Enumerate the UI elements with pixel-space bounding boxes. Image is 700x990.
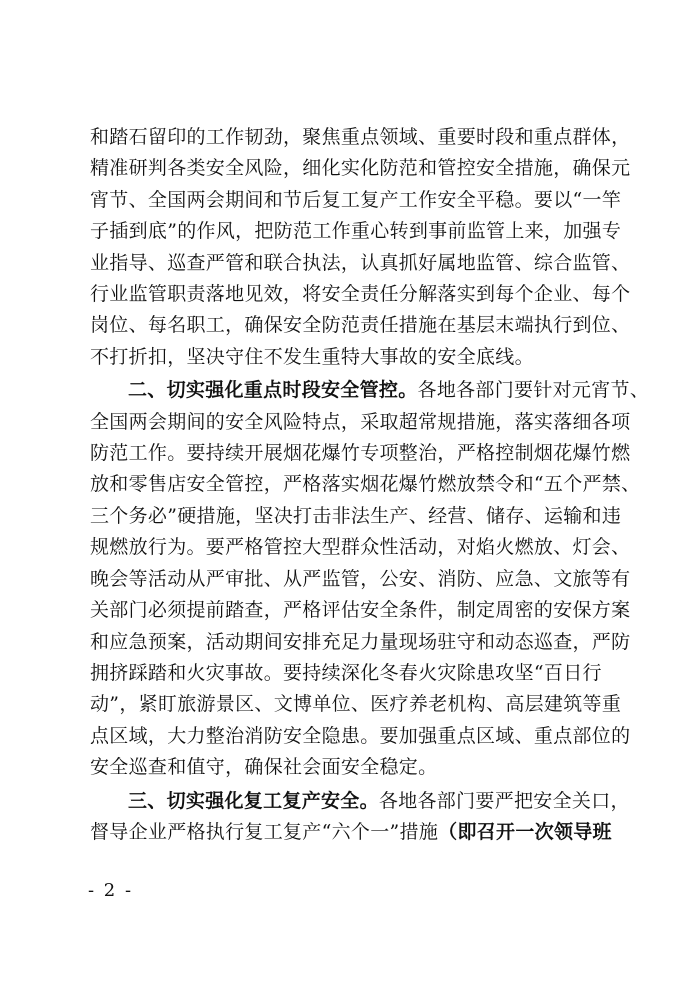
text-line: 岗位、每名职工，确保安全防范责任措施在基层末端执行到位、 [90, 314, 631, 337]
text-line: 子插到底”的作风，把防范工作重心转到事前监管上来，加强专 [90, 220, 622, 243]
text-line-rest: 各地各部门要严把安全关口， [378, 789, 630, 812]
text-line: 动”，紧盯旅游景区、文博单位、医疗养老机构、高层建筑等重 [90, 693, 622, 716]
text-line: 规燃放行为。要严格管控大型群众性活动，对焰火燃放、灯会、 [90, 536, 631, 559]
text-line: 全国两会期间的安全风险特点，采取超常规措施，落实落细各项 [90, 410, 631, 433]
text-line: 防范工作。要持续开展烟花爆竹专项整治，严格控制烟花爆竹燃 [90, 442, 631, 465]
text-line: 业指导、巡查严管和联合执法，认真抓好属地监管、综合监管、 [90, 251, 631, 274]
text-line: 三个务必”硬措施，坚决打击非法生产、经营、储存、运输和违 [90, 504, 622, 527]
paragraph-work-requirements [90, 122, 631, 373]
section-heading-two: 二、切实强化重点时段安全管控。 [128, 379, 418, 402]
text-line: 点区域，大力整治消防安全隐患。要加强重点区域、重点部位的 [90, 724, 631, 747]
text-line [90, 786, 630, 817]
text-line: 行业监管职责落地见效，将安全责任分解落实到每个企业、每个 [90, 283, 631, 306]
text-line: 精准研判各类安全风险，细化实化防范和管控安全措施，确保元 [90, 157, 631, 180]
document-body [90, 122, 650, 848]
text-line: 和踏石留印的工作韧劲，聚焦重点领域、重要时段和重点群体， [90, 126, 631, 148]
section-heading-three: 三、切实强化复工复产安全。 [128, 789, 379, 812]
text-line: 宵节、全国两会期间和节后复工复产工作安全平稳。要以“一竿 [90, 188, 622, 211]
text-line [90, 375, 650, 406]
text-line [90, 817, 620, 848]
paragraph-key-period-control [90, 375, 650, 783]
text-line-bold: （即召开一次领导班 [438, 820, 612, 843]
text-line: 晚会等活动从严审批、从严监管，公安、消防、应急、文旅等有 [90, 567, 631, 590]
text-line-plain: 督导企业严格执行复工复产“六个一”措施 [90, 820, 439, 843]
text-line: 和应急预案，活动期间安排充足力量现场驻守和动态巡查，严防 [90, 630, 631, 653]
text-line: 拥挤踩踏和火灾事故。要持续深化冬春火灾除患攻坚“百日行 [90, 661, 602, 684]
text-line: 安全巡查和值守，确保社会面安全稳定。 [90, 756, 438, 779]
text-line: 放和零售店安全管控，严格落实烟花爆竹燃放禁令和“五个严禁、 [90, 473, 641, 496]
text-line: 不打折扣，坚决守住不发生重特大事故的安全底线。 [90, 345, 534, 368]
page-number: - 2 - [88, 880, 134, 901]
text-line: 关部门必须提前踏查，严格评估安全条件，制定周密的安保方案 [90, 599, 631, 622]
text-line-rest: 各地各部门要针对元宵节、 [417, 379, 650, 402]
paragraph-resumption-safety [90, 786, 630, 849]
